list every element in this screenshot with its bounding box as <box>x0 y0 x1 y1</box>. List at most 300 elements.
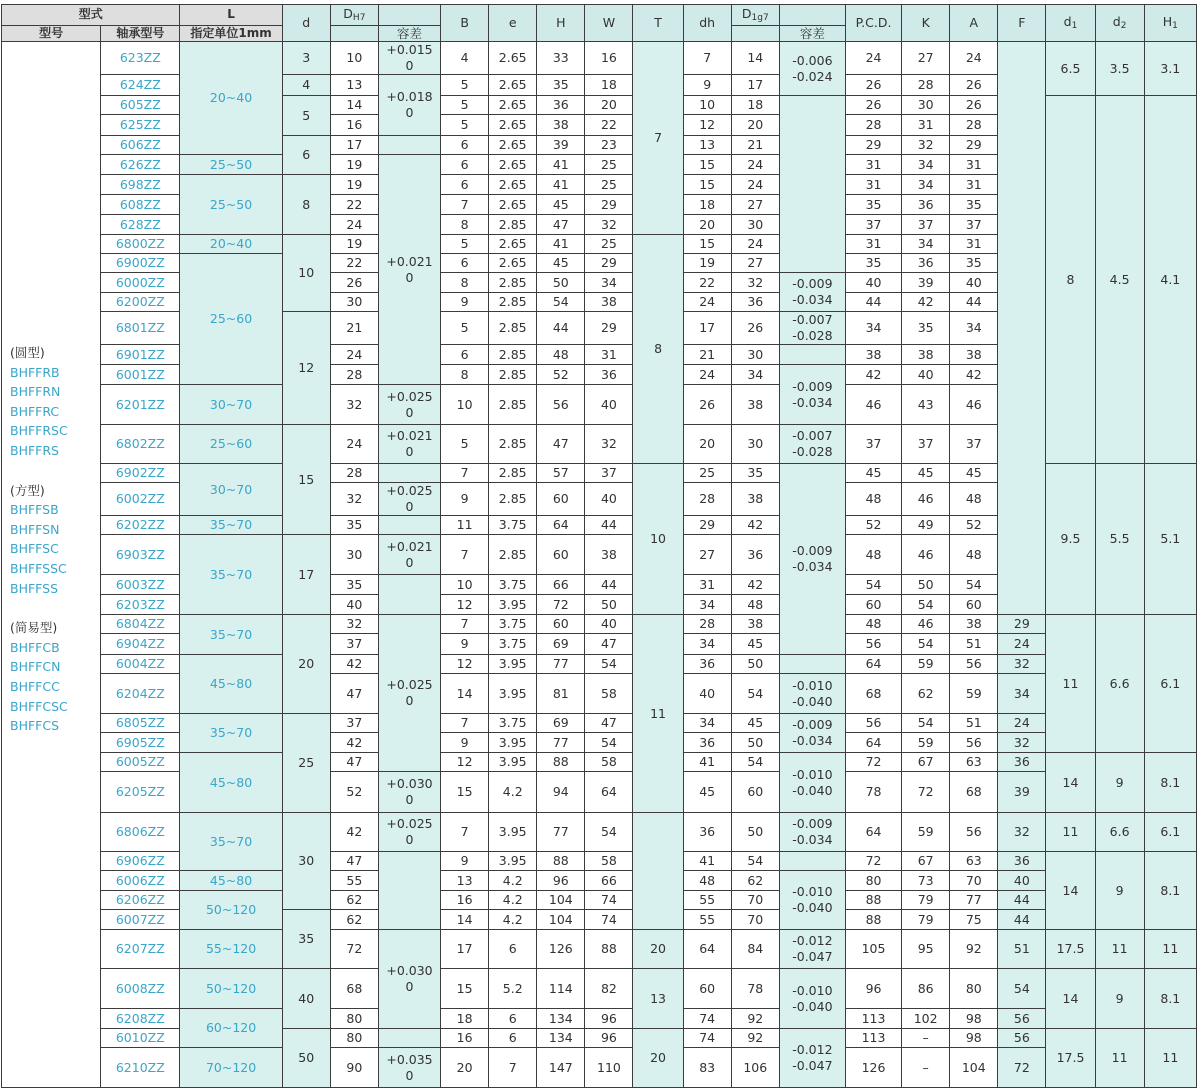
d1-value: 17.5 <box>1046 1029 1095 1088</box>
header-h1: $H_1$ <box>1144 5 1196 42</box>
d1-value: 11 <box>1046 615 1095 753</box>
d-value: 25 <box>282 714 330 813</box>
h-value: 39 <box>537 136 585 155</box>
b-value: 14 <box>441 674 489 714</box>
dh7-value: 35 <box>330 516 378 535</box>
bearing-model: 6906ZZ <box>101 852 180 871</box>
f-value: 72 <box>998 1048 1046 1088</box>
dh7-tolerance <box>378 516 440 535</box>
d1g7-tolerance: -0.009 -0.034 <box>779 273 845 312</box>
h1-value: 8.1 <box>1144 852 1196 930</box>
dh7-value: 32 <box>330 615 378 634</box>
b-value: 10 <box>441 575 489 595</box>
b-value: 6 <box>441 155 489 175</box>
e-value: 2.85 <box>489 293 537 312</box>
a-value: 98 <box>950 1009 998 1029</box>
a-value: 31 <box>950 175 998 195</box>
pcd-value: 64 <box>845 813 901 852</box>
a-value: 44 <box>950 293 998 312</box>
table-row <box>2 871 1197 891</box>
k-value: 50 <box>902 575 950 595</box>
dh7-value: 37 <box>330 714 378 733</box>
a-value: 38 <box>950 345 998 365</box>
d1g7-value: 42 <box>731 516 779 535</box>
dh-value: 10 <box>683 96 731 115</box>
w-value: 47 <box>585 714 633 733</box>
type-code: BHFFSC <box>10 541 59 557</box>
w-value: 32 <box>585 215 633 235</box>
d1g7-tolerance: -0.009 -0.034 <box>779 813 845 852</box>
d-value: 5 <box>282 96 330 136</box>
e-value: 3.75 <box>489 615 537 634</box>
bearing-model: 623ZZ <box>101 42 180 75</box>
dh7-tolerance: +0.021 0 <box>378 155 440 385</box>
d2-value: 11 <box>1095 930 1144 969</box>
h-value: 56 <box>537 385 585 425</box>
dh7-value: 19 <box>330 155 378 175</box>
header-dh7-tolerance: 容差 <box>378 26 440 42</box>
dh7-value: 24 <box>330 215 378 235</box>
pcd-value: 35 <box>845 195 901 215</box>
bearing-model: 6003ZZ <box>101 575 180 595</box>
d2-value: 11 <box>1095 1029 1144 1088</box>
a-value: 68 <box>950 772 998 813</box>
a-value: 48 <box>950 483 998 516</box>
bearing-model: 6210ZZ <box>101 1048 180 1088</box>
e-value: 2.65 <box>489 195 537 215</box>
b-value: 7 <box>441 714 489 733</box>
e-value: 3.95 <box>489 753 537 772</box>
d2-value: 3.5 <box>1095 42 1144 96</box>
dh7-tolerance: +0.021 0 <box>378 535 440 575</box>
e-value: 6 <box>489 1029 537 1048</box>
a-value: 80 <box>950 969 998 1009</box>
bearing-model: 6002ZZ <box>101 483 180 516</box>
bearing-model: 6203ZZ <box>101 595 180 615</box>
type-code: BHFFRC <box>10 403 60 419</box>
l-range: 30~70 <box>180 385 282 425</box>
header-type-form <box>2 5 180 26</box>
b-value: 9 <box>441 293 489 312</box>
k-value: 27 <box>902 42 950 75</box>
header-l-text: L <box>227 7 235 22</box>
bearing-model: 6208ZZ <box>101 1009 180 1029</box>
w-value: 18 <box>585 75 633 96</box>
dh7-value: 30 <box>330 535 378 575</box>
h-value: 33 <box>537 42 585 75</box>
l-range: 25~60 <box>180 425 282 464</box>
d1g7-value: 36 <box>731 535 779 575</box>
l-range: 25~50 <box>180 175 282 235</box>
pcd-value: 46 <box>845 385 901 425</box>
h-value: 88 <box>537 753 585 772</box>
bearing-model: 6006ZZ <box>101 871 180 891</box>
a-value: 54 <box>950 575 998 595</box>
w-value: 96 <box>585 1009 633 1029</box>
w-value: 40 <box>585 483 633 516</box>
h-value: 104 <box>537 910 585 930</box>
b-value: 15 <box>441 772 489 813</box>
bearing-model: 6900ZZ <box>101 254 180 273</box>
dh7-value: 19 <box>330 175 378 195</box>
bearing-model: 626ZZ <box>101 155 180 175</box>
pcd-value: 52 <box>845 516 901 535</box>
k-value: 95 <box>902 930 950 969</box>
bearing-model: 6201ZZ <box>101 385 180 425</box>
bearing-model: 698ZZ <box>101 175 180 195</box>
f-value: 54 <box>998 969 1046 1009</box>
f-value: 44 <box>998 891 1046 910</box>
dh-value: 15 <box>683 175 731 195</box>
table-row <box>2 615 1197 634</box>
h-value: 64 <box>537 516 585 535</box>
e-value: 3.95 <box>489 595 537 615</box>
l-range: 55~120 <box>180 930 282 969</box>
k-value: 86 <box>902 969 950 1009</box>
bearing-model: 6805ZZ <box>101 714 180 733</box>
pcd-value: 126 <box>845 1048 901 1088</box>
dh7-tolerance: +0.025 0 <box>378 615 440 772</box>
b-value: 9 <box>441 733 489 753</box>
d1g7-value: 60 <box>731 772 779 813</box>
a-value: 26 <box>950 96 998 115</box>
k-value: 28 <box>902 75 950 96</box>
dh-value: 41 <box>683 852 731 871</box>
header-d1g7-tolerance: 容差 <box>779 26 845 42</box>
h-value: 47 <box>537 215 585 235</box>
bearing-model: 6202ZZ <box>101 516 180 535</box>
b-value: 5 <box>441 96 489 115</box>
pcd-value: 56 <box>845 634 901 655</box>
type-code: BHFFCN <box>10 659 61 675</box>
f-value: 56 <box>998 1029 1046 1048</box>
dh7-tolerance: +0.025 0 <box>378 385 440 425</box>
pcd-value: 37 <box>845 425 901 464</box>
dh-value: 36 <box>683 655 731 674</box>
w-value: 44 <box>585 575 633 595</box>
pcd-value: 113 <box>845 1029 901 1048</box>
d1g7-value: 50 <box>731 655 779 674</box>
e-value: 3.75 <box>489 516 537 535</box>
pcd-value: 45 <box>845 464 901 483</box>
dh7-tolerance <box>378 852 440 930</box>
table-row <box>2 753 1197 772</box>
d1g7-value: 45 <box>731 634 779 655</box>
t-value: 7 <box>633 42 683 235</box>
pcd-value: 96 <box>845 969 901 1009</box>
d-value: 35 <box>282 910 330 969</box>
b-value: 4 <box>441 42 489 75</box>
dh7-value: 42 <box>330 733 378 753</box>
d1-value: 8 <box>1046 96 1095 464</box>
d1g7-tolerance: -0.012 -0.047 <box>779 1029 845 1088</box>
a-value: 26 <box>950 75 998 96</box>
dh7-value: 40 <box>330 595 378 615</box>
dh-value: 27 <box>683 535 731 575</box>
bearing-model: 6008ZZ <box>101 969 180 1009</box>
table-row <box>2 1009 1197 1029</box>
b-value: 7 <box>441 615 489 634</box>
dh-value: 31 <box>683 575 731 595</box>
d1g7-value: 38 <box>731 483 779 516</box>
d1g7-value: 14 <box>731 42 779 75</box>
d1g7-value: 70 <box>731 910 779 930</box>
type-group <box>10 618 100 736</box>
pcd-value: 64 <box>845 733 901 753</box>
pcd-value: 31 <box>845 155 901 175</box>
a-value: 29 <box>950 136 998 155</box>
dh7-value: 72 <box>330 930 378 969</box>
b-value: 8 <box>441 273 489 293</box>
h-value: 35 <box>537 75 585 96</box>
pcd-value: 68 <box>845 674 901 714</box>
h-value: 77 <box>537 655 585 674</box>
h-value: 69 <box>537 714 585 733</box>
header-dh: dh <box>683 5 731 42</box>
pcd-value: 35 <box>845 254 901 273</box>
w-value: 50 <box>585 595 633 615</box>
e-value: 4.2 <box>489 871 537 891</box>
e-value: 2.65 <box>489 235 537 254</box>
h-value: 126 <box>537 930 585 969</box>
h-value: 77 <box>537 813 585 852</box>
a-value: 92 <box>950 930 998 969</box>
d2-value: 4.5 <box>1095 96 1144 464</box>
a-value: 24 <box>950 42 998 75</box>
header-t: T <box>633 5 683 42</box>
table-row <box>2 655 1197 674</box>
header-dh7-bottom <box>330 26 378 42</box>
header-bearing-model: 轴承型号 <box>101 26 180 42</box>
dh7-tolerance: +0.030 0 <box>378 772 440 813</box>
d1g7-value: 48 <box>731 595 779 615</box>
type-group <box>10 481 100 599</box>
h-value: 88 <box>537 852 585 871</box>
w-value: 88 <box>585 930 633 969</box>
k-value: 67 <box>902 753 950 772</box>
k-value: 40 <box>902 365 950 385</box>
d2-value: 6.6 <box>1095 615 1144 753</box>
table-row <box>2 969 1197 1009</box>
d1g7-value: 84 <box>731 930 779 969</box>
dh-value: 24 <box>683 365 731 385</box>
dh7-value: 80 <box>330 1029 378 1048</box>
l-range: 20~40 <box>180 42 282 155</box>
w-value: 54 <box>585 733 633 753</box>
d-value: 10 <box>282 235 330 312</box>
d1g7-value: 45 <box>731 714 779 733</box>
dh7-value: 28 <box>330 365 378 385</box>
h-value: 41 <box>537 235 585 254</box>
table-row <box>2 930 1197 969</box>
e-value: 3.75 <box>489 575 537 595</box>
k-value: 35 <box>902 312 950 345</box>
k-value: 72 <box>902 772 950 813</box>
d1g7-value: 21 <box>731 136 779 155</box>
k-value: 54 <box>902 634 950 655</box>
dh-value: 15 <box>683 235 731 254</box>
dh7-value: 47 <box>330 674 378 714</box>
table-row <box>2 714 1197 733</box>
t-value: 13 <box>633 969 683 1029</box>
d1g7-value: 34 <box>731 365 779 385</box>
b-value: 14 <box>441 910 489 930</box>
b-value: 20 <box>441 1048 489 1088</box>
b-value: 5 <box>441 75 489 96</box>
a-value: 48 <box>950 535 998 575</box>
e-value: 6 <box>489 930 537 969</box>
dh-value: 83 <box>683 1048 731 1088</box>
k-value: 30 <box>902 96 950 115</box>
dh7-value: 47 <box>330 753 378 772</box>
type-code: BHFFSN <box>10 521 60 537</box>
bearing-model: 6000ZZ <box>101 273 180 293</box>
f-value: 29 <box>998 615 1046 634</box>
l-range: 50~120 <box>180 969 282 1009</box>
h1-value: 6.1 <box>1144 615 1196 753</box>
bearing-model: 6005ZZ <box>101 753 180 772</box>
k-value: – <box>902 1029 950 1048</box>
w-value: 58 <box>585 674 633 714</box>
b-value: 7 <box>441 813 489 852</box>
dh7-value: 35 <box>330 575 378 595</box>
k-value: 37 <box>902 215 950 235</box>
bearing-model: 6802ZZ <box>101 425 180 464</box>
w-value: 25 <box>585 235 633 254</box>
bearing-model: 624ZZ <box>101 75 180 96</box>
h-value: 104 <box>537 891 585 910</box>
w-value: 38 <box>585 535 633 575</box>
dh7-value: 22 <box>330 254 378 273</box>
dh7-value: 16 <box>330 115 378 136</box>
w-value: 74 <box>585 891 633 910</box>
k-value: 79 <box>902 891 950 910</box>
header-e: e <box>489 5 537 42</box>
b-value: 5 <box>441 312 489 345</box>
l-range: 20~40 <box>180 235 282 254</box>
dh-value: 40 <box>683 674 731 714</box>
bearing-model: 6903ZZ <box>101 535 180 575</box>
e-value: 2.65 <box>489 254 537 273</box>
f-value: 32 <box>998 813 1046 852</box>
a-value: 31 <box>950 235 998 254</box>
d-value: 15 <box>282 425 330 535</box>
d-value: 30 <box>282 813 330 910</box>
header-type-form-text: 型式 <box>78 7 103 22</box>
pcd-value: 48 <box>845 483 901 516</box>
a-value: 28 <box>950 115 998 136</box>
w-value: 44 <box>585 516 633 535</box>
w-value: 25 <box>585 155 633 175</box>
d1g7-value: 106 <box>731 1048 779 1088</box>
k-value: 32 <box>902 136 950 155</box>
d1g7-tolerance: -0.010 -0.040 <box>779 674 845 714</box>
d1g7-value: 38 <box>731 615 779 634</box>
w-value: 47 <box>585 634 633 655</box>
dh7-value: 21 <box>330 312 378 345</box>
header-k: K <box>902 5 950 42</box>
dh-value: 64 <box>683 930 731 969</box>
header-d1g7-bottom <box>731 26 779 42</box>
d1g7-value: 27 <box>731 254 779 273</box>
e-value: 2.65 <box>489 115 537 136</box>
k-value: 54 <box>902 595 950 615</box>
k-value: 34 <box>902 155 950 175</box>
d1g7-value: 50 <box>731 813 779 852</box>
f-value <box>998 42 1046 615</box>
d-value: 50 <box>282 1029 330 1088</box>
b-value: 9 <box>441 634 489 655</box>
type-list <box>2 42 101 1088</box>
e-value: 2.65 <box>489 155 537 175</box>
t-value: 20 <box>633 1029 683 1088</box>
e-value: 2.65 <box>489 75 537 96</box>
pcd-value: 42 <box>845 365 901 385</box>
h1-value: 11 <box>1144 930 1196 969</box>
bearing-model: 6207ZZ <box>101 930 180 969</box>
t-value: 20 <box>633 930 683 969</box>
e-value: 4.2 <box>489 772 537 813</box>
l-range: 60~120 <box>180 1009 282 1048</box>
f-value: 51 <box>998 930 1046 969</box>
h1-value: 5.1 <box>1144 464 1196 615</box>
d1-value: 14 <box>1046 969 1095 1029</box>
k-value: 59 <box>902 733 950 753</box>
dh7-value: 90 <box>330 1048 378 1088</box>
w-value: 38 <box>585 293 633 312</box>
type-code: BHFFSB <box>10 502 59 518</box>
pcd-value: 48 <box>845 535 901 575</box>
d1g7-value: 27 <box>731 195 779 215</box>
bearing-model: 6007ZZ <box>101 910 180 930</box>
pcd-value: 48 <box>845 615 901 634</box>
dh7-value: 80 <box>330 1009 378 1029</box>
type-code: BHFFRS <box>10 442 59 458</box>
e-value: 2.85 <box>489 535 537 575</box>
l-range: 70~120 <box>180 1048 282 1088</box>
dh7-value: 22 <box>330 195 378 215</box>
b-value: 7 <box>441 464 489 483</box>
a-value: 77 <box>950 891 998 910</box>
b-value: 11 <box>441 516 489 535</box>
k-value: 54 <box>902 714 950 733</box>
header-dh7: $D_{H7}$ <box>330 5 378 26</box>
k-value: 31 <box>902 115 950 136</box>
a-value: 63 <box>950 852 998 871</box>
f-value: 32 <box>998 655 1046 674</box>
b-value: 6 <box>441 345 489 365</box>
e-value: 2.85 <box>489 464 537 483</box>
a-value: 56 <box>950 655 998 674</box>
l-range: 30~70 <box>180 464 282 516</box>
l-range: 25~50 <box>180 155 282 175</box>
d1g7-value: 30 <box>731 425 779 464</box>
a-value: 46 <box>950 385 998 425</box>
pcd-value: 56 <box>845 714 901 733</box>
b-value: 12 <box>441 655 489 674</box>
type-category: (方型) <box>10 482 45 498</box>
d1g7-tolerance: -0.009 -0.034 <box>779 365 845 425</box>
e-value: 4.2 <box>489 891 537 910</box>
e-value: 2.85 <box>489 273 537 293</box>
d1g7-value: 54 <box>731 674 779 714</box>
table-row <box>2 42 1197 75</box>
dh-value: 18 <box>683 195 731 215</box>
a-value: 60 <box>950 595 998 615</box>
h-value: 94 <box>537 772 585 813</box>
pcd-value: 78 <box>845 772 901 813</box>
dh-value: 20 <box>683 425 731 464</box>
